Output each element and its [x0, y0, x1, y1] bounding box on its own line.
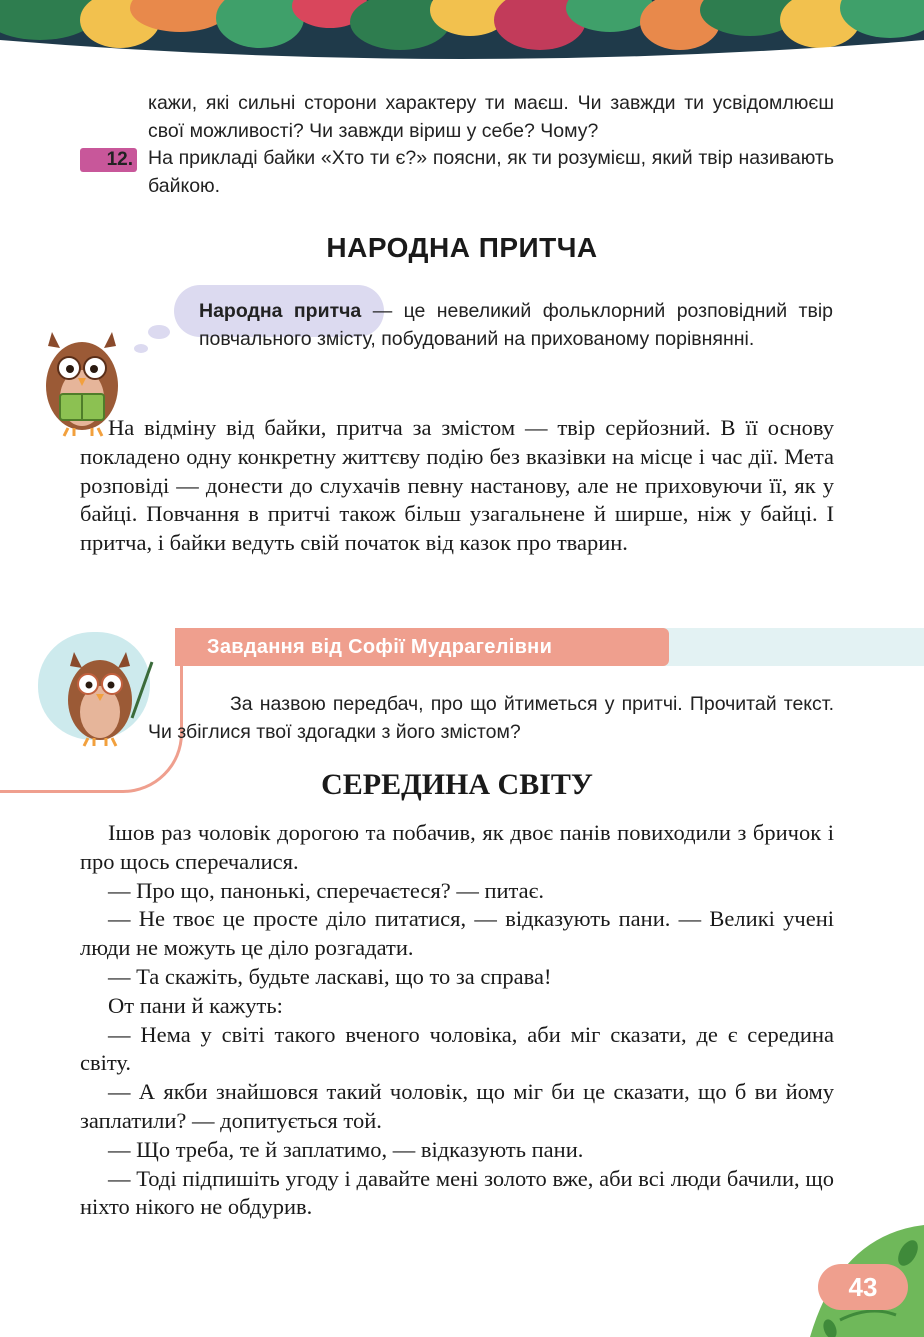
task-text	[148, 690, 834, 746]
story-paragraph: — Та скажіть, будьте ласкаві, що то за справа!	[108, 963, 552, 989]
section-title: НАРОДНА ПРИТЧА	[326, 232, 598, 263]
body-paragraph	[80, 414, 834, 558]
story-title: СЕРЕДИНА СВІТУ	[321, 768, 593, 801]
task-body: За назвою передбач, про що йтиметься у притчі. Прочитай текст. Чи збіглися твої здогадки з його змістом?	[148, 693, 834, 743]
owl-teacher-icon	[58, 638, 158, 750]
question-number-badge: 12.	[80, 148, 137, 172]
paragraph-text: На відміну від байки, притча за змістом — твір серйозний. В її основу покладено одну конкретну життєву подію без вказівки на місце і час дії. Мета розповіді — донести до слухачів певну настанову, але не приховуючи її, як у байці. Повчання в притчі також більш узагальнене й ширше, ніж у байці. І притча, і байки ведуть свій початок від казок про тварин.	[80, 415, 834, 556]
leaf-decoration-top	[0, 0, 924, 62]
story-paragraph: — Не твоє це просте діло питатися, — відказують пани. — Великі учені люди не можуть це діло розгадати.	[80, 906, 834, 961]
page-number: 43	[818, 1264, 908, 1310]
task-label: Завдання від Софії Мудрагелівни	[207, 636, 553, 658]
story-text	[80, 819, 834, 1222]
thought-bubble-dot	[148, 325, 170, 339]
definition-body: — це невеликий фольклорний розповідний твір повчального змісту, побудований на прихованому порівнянні.	[199, 300, 833, 350]
question-12-text: На прикладі байки «Хто ти є?» поясни, як ти розумієш, який твір називають байкою.	[148, 147, 834, 197]
intro-questions	[148, 90, 834, 200]
story-paragraph: — Нема у світі такого вченого чоловіка, аби міг сказати, де є середина світу.	[80, 1021, 834, 1076]
story-paragraph: От пани й кажуть:	[108, 992, 283, 1018]
intro-line: кажи, які сильні сторони характеру ти маєш. Чи завжди ти усвідомлюєш свої можливості? Чи завжди віриш у себе? Чому?	[148, 92, 834, 142]
story-paragraph: Ішов раз чоловік дорогою та побачив, як двоє панів повиходили з бричок і про щось сперечалися.	[80, 820, 834, 874]
definition-text	[199, 297, 833, 353]
story-paragraph: — Про що, панонькі, сперечаєтеся? — питає.	[108, 877, 544, 903]
thought-bubble-dot	[134, 344, 148, 353]
story-paragraph: — А якби знайшовся такий чоловік, що міг би це сказати, що б ви йому заплатили? — допитується той.	[80, 1079, 834, 1133]
story-paragraph: — Що треба, те й заплатимо, — відказують пани.	[108, 1136, 584, 1162]
story-paragraph: — Тоді підпишіть угоду і давайте мені золото вже, аби всі люди бачили, що ніхто нікого не обдурив.	[80, 1165, 834, 1220]
definition-term: Народна притча	[199, 300, 362, 322]
